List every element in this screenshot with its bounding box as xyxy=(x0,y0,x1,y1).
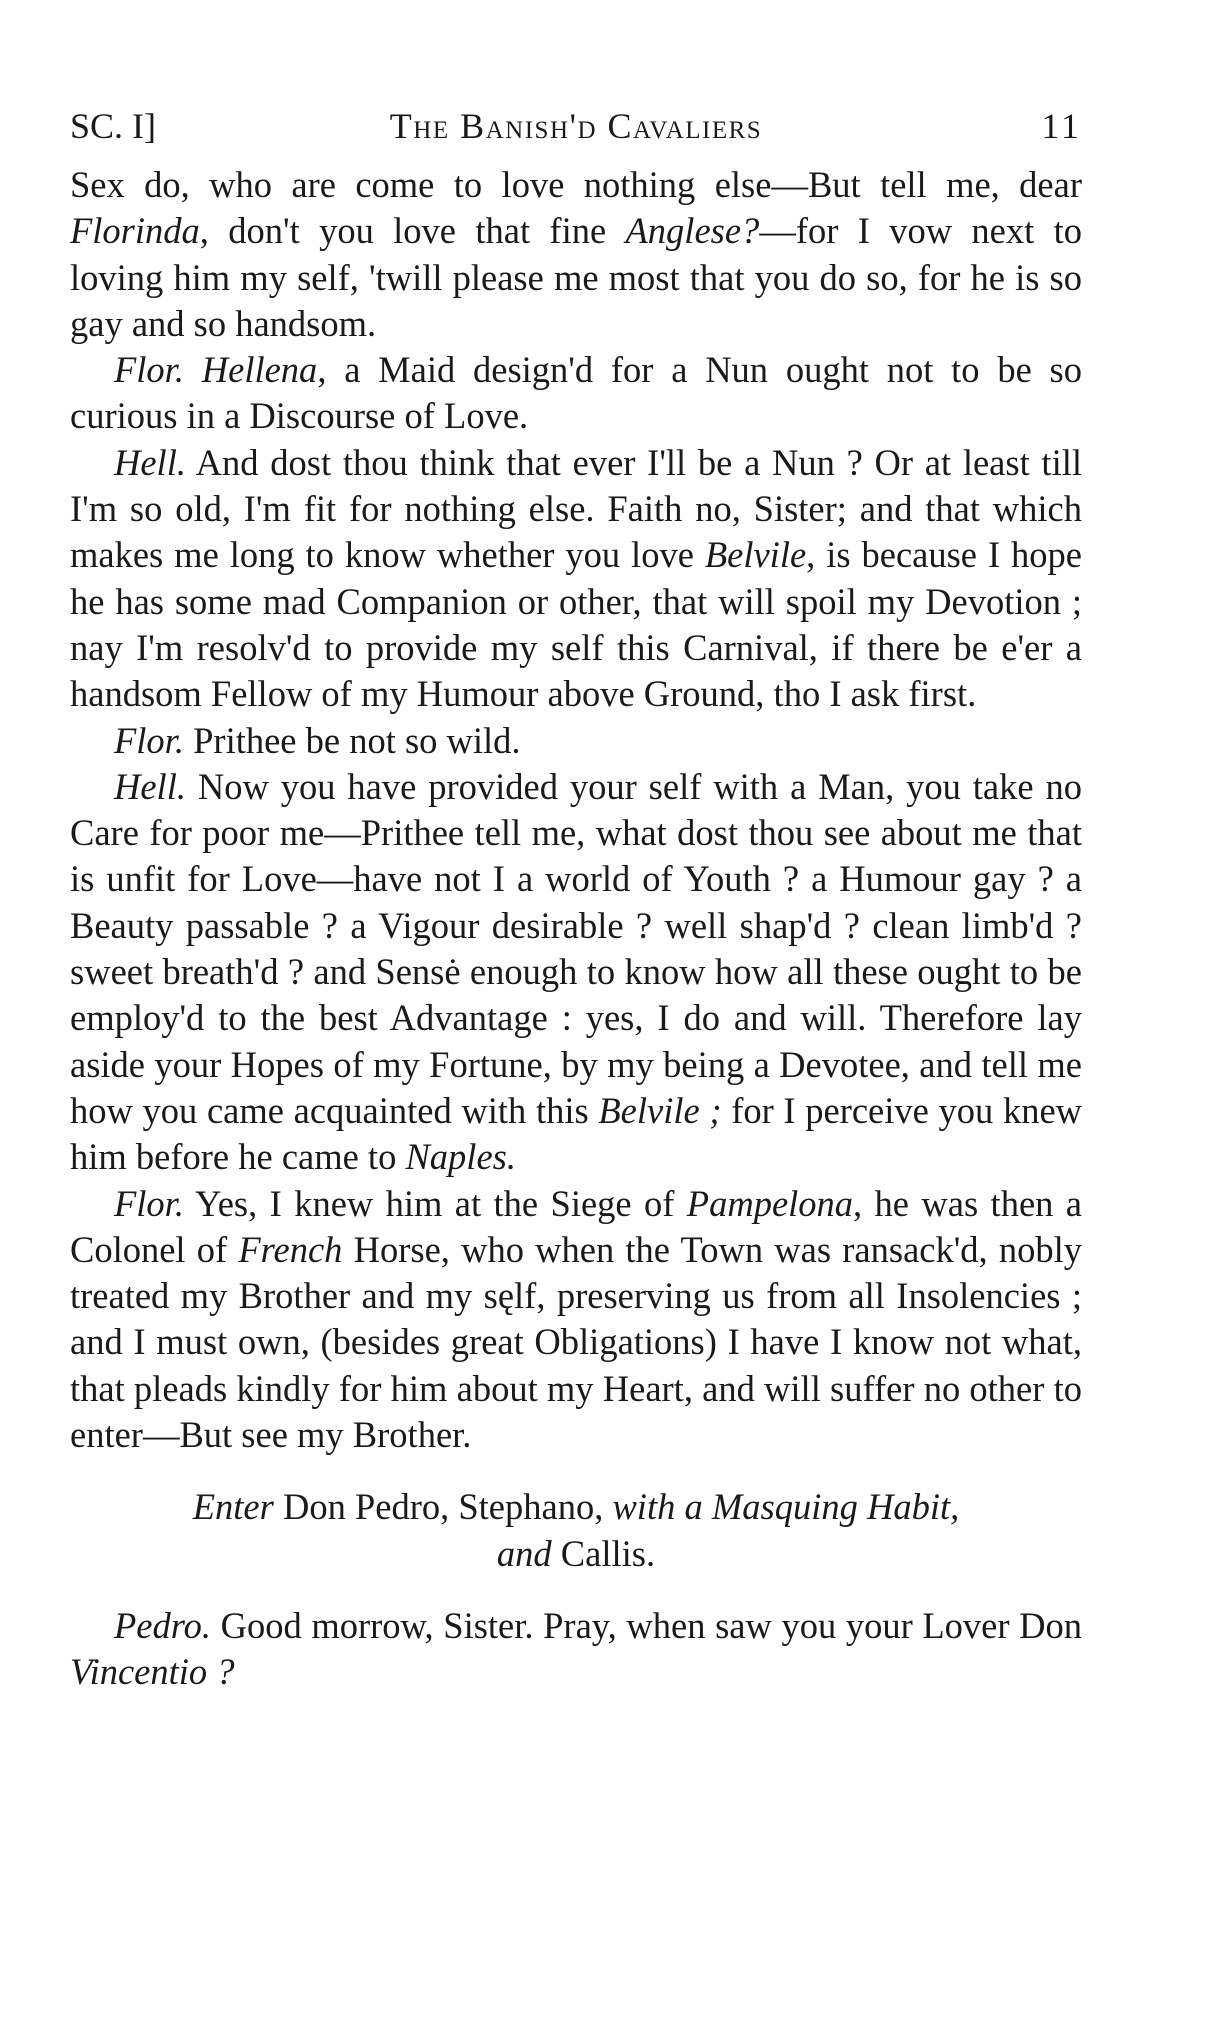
speaker-name: Hell. xyxy=(114,441,186,483)
speech-pedro-1 xyxy=(70,1603,1082,1696)
running-head xyxy=(70,104,1082,148)
text-run: Now you have provided your self with a Man, you take no Care for poor me—Prithee tell me, what dost thou see about me that is unfit for Love—have not I a world of Youth ? a Humour gay ? a Beauty passable ? a Vigour desirable ? well shap'd ? clean limb'd ? sweet breath'd ? and Sensė enough to know how all these ought to be employ'd to the best Advantage : yes, I do and will. Therefore lay aside your Hopes of my Fortune, by my being a Devotee, and tell me how you came acquainted with this xyxy=(70,765,1082,1131)
text-run: Good morrow, Sister. Pray, when saw you your Lover Don xyxy=(210,1604,1082,1646)
speech-florinda-3 xyxy=(70,1181,1082,1459)
speaker-name: Pedro. xyxy=(114,1604,211,1646)
italic-name: Belvile ; xyxy=(598,1089,722,1131)
speaker-name: Flor. xyxy=(114,1182,184,1224)
stage-line-1 xyxy=(70,1484,1082,1530)
text-run: , is because I hope he has some mad Companion or other, that will spoil my Devotion ; nay I'm resolv'd to provide my self this Carnival, if there be e'er a handsom Fellow of my Humour above Ground, tho I ask first. xyxy=(70,534,1082,715)
speaker-name: Flor. xyxy=(114,719,184,761)
italic-name: Florinda xyxy=(70,210,200,252)
running-title: The Banish'd Cavaliers xyxy=(389,106,763,146)
body-text xyxy=(70,162,1082,1696)
text-run: , don't you love that fine xyxy=(199,210,626,252)
page-number: 11 xyxy=(1041,106,1082,146)
text-run: , a Maid design'd for a Nun ought not to be so curious in a Discourse of Love. xyxy=(70,349,1082,437)
italic-name: Vincentio ? xyxy=(70,1651,235,1693)
book-page xyxy=(70,104,1082,1696)
text-run: for I perceive you knew him before he came to xyxy=(70,1089,1083,1178)
italic-word: Enter xyxy=(192,1486,274,1528)
italic-word: and xyxy=(496,1532,552,1574)
text-run: , he was then a Colonel of xyxy=(70,1182,1082,1270)
italic-name: Pampelona xyxy=(686,1182,854,1224)
text-run: —for I vow next to loving him my self, 'twill please me most that you do so, for he is so gay and so handsom. xyxy=(70,210,1082,344)
italic-phrase: with a Masquing Habit, xyxy=(612,1486,960,1528)
italic-name: Naples. xyxy=(405,1136,516,1178)
italic-name: Belvile xyxy=(704,534,807,576)
speech-florinda-2 xyxy=(70,718,1082,764)
text-run: Yes, I knew him at the Siege of xyxy=(183,1182,687,1224)
speaker-name: Flor. xyxy=(114,349,184,391)
speech-florinda-1 xyxy=(70,347,1082,440)
text-run: And dost thou think that ever I'll be a Nun ? Or at least till I'm so old, I'm fit for nothing else. Faith no, Sister; and that which makes me long to know whether you love xyxy=(70,441,1082,576)
speech-hellena-1 xyxy=(70,440,1082,718)
paragraph-continuation xyxy=(70,162,1082,347)
text-run: Don Pedro, Stephano, xyxy=(273,1486,613,1528)
stage-line-2 xyxy=(70,1531,1082,1577)
text-run: Callis. xyxy=(551,1532,656,1574)
speech-hellena-2 xyxy=(70,764,1082,1181)
stage-direction xyxy=(70,1484,1082,1577)
text-run: Prithee be not so wild. xyxy=(183,719,521,761)
italic-name: Anglese? xyxy=(625,210,760,252)
text-run: Sex do, who are come to love nothing else—But tell me, dear xyxy=(70,164,1082,205)
italic-name: Hellena xyxy=(201,349,318,391)
scene-marker: SC. I] xyxy=(70,106,157,146)
speaker-name: Hell. xyxy=(114,765,186,807)
italic-name: French xyxy=(238,1228,343,1270)
text-run: Horse, who when the Town was ransack'd, nobly treated my Brother and my sęlf, preserving us from all Insolencies ; and I must own, (besides great Obligations) I have I know not what, that pleads kindly for him about my Heart, and will suffer no other to enter—But see my Brother. xyxy=(70,1228,1083,1456)
